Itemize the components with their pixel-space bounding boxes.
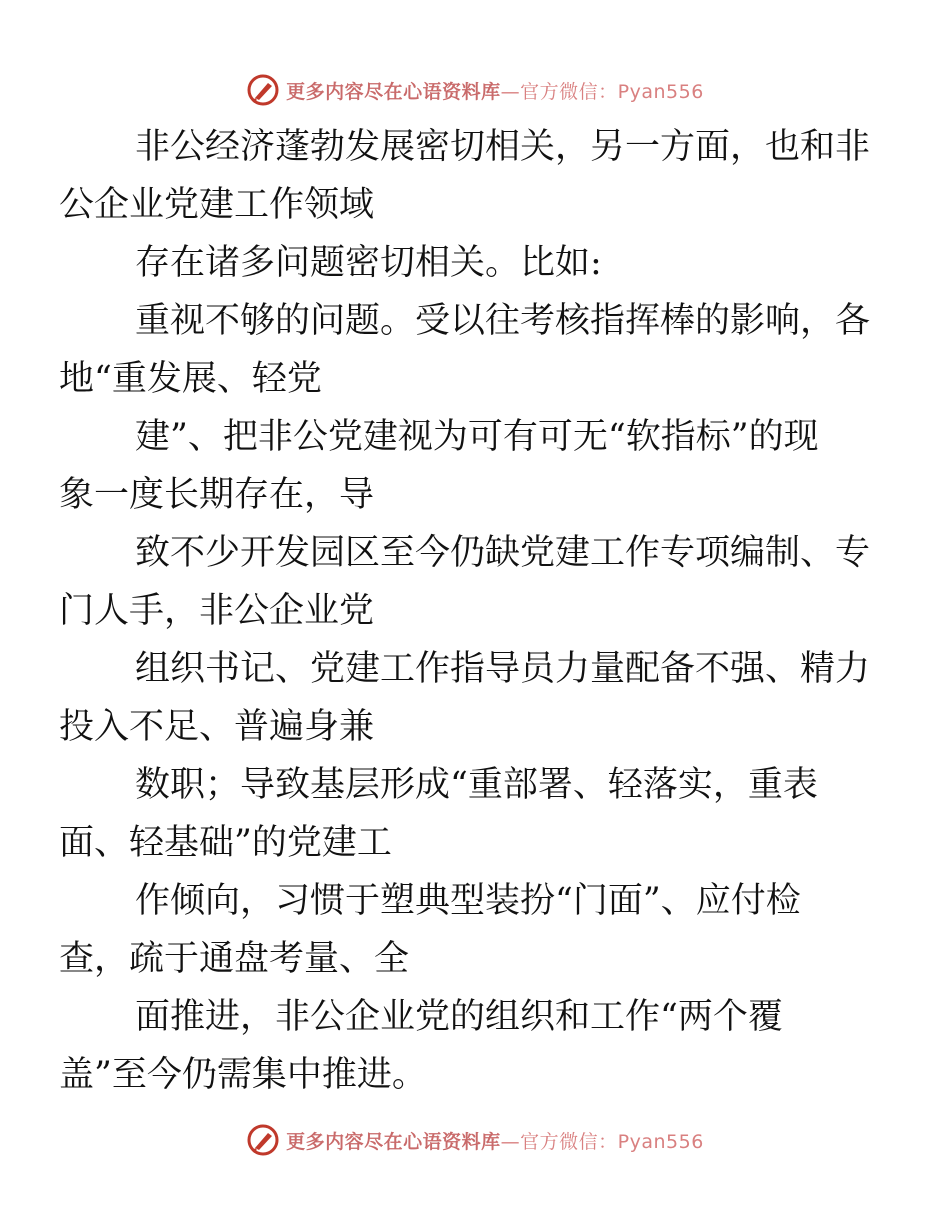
paragraph <box>59 292 871 408</box>
paragraph-line: 数职；导致基层形成“重部署、轻落实，重表 <box>135 765 818 805</box>
footer-banner <box>0 1120 950 1160</box>
paragraph-line: 面、轻基础”的党建工 <box>59 823 392 863</box>
banner-brand: 更多内容尽在心语资料库 <box>286 80 501 103</box>
paragraph-line: 门人手，非公企业党 <box>59 591 375 631</box>
pen-logo-icon <box>246 1123 280 1157</box>
banner-dash: — <box>500 80 521 103</box>
header-banner <box>0 70 950 110</box>
banner-contact: 官方微信：Pyan556 <box>520 1130 704 1153</box>
paragraph <box>59 640 871 756</box>
paragraph-line: 作倾向，习惯于塑典型装扮“门面”、应付检 <box>135 881 801 921</box>
paragraph-line: 组织书记、党建工作指导员力量配备不强、精力 <box>135 649 871 689</box>
document-body <box>59 118 871 1104</box>
paragraph <box>59 118 871 234</box>
paragraph <box>59 524 871 640</box>
banner-dash: — <box>500 1130 521 1153</box>
paragraph <box>97 234 857 292</box>
paragraph-line: 公企业党建工作领域 <box>59 185 375 225</box>
paragraph-line: 非公经济蓬勃发展密切相关，另一方面，也和非 <box>135 127 871 167</box>
paragraph <box>59 756 857 872</box>
paragraph <box>59 408 857 524</box>
banner-text <box>286 77 704 104</box>
paragraph-line: 重视不够的问题。受以往考核指挥棒的影响，各 <box>135 301 871 341</box>
paragraph-line: 盖”至今仍需集中推进。 <box>59 1055 427 1095</box>
paragraph-line: 面推进，非公企业党的组织和工作“两个覆 <box>135 997 783 1037</box>
paragraph-line: 致不少开发园区至今仍缺党建工作专项编制、专 <box>135 533 871 573</box>
paragraph <box>59 872 857 988</box>
banner-contact: 官方微信：Pyan556 <box>520 80 704 103</box>
paragraph-line: 投入不足、普遍身兼 <box>59 707 375 747</box>
paragraph-line: 查，疏于通盘考量、全 <box>59 939 410 979</box>
paragraph-line: 象一度长期存在，导 <box>59 475 375 515</box>
pen-logo-icon <box>246 73 280 107</box>
paragraph-line: 建”、把非公党建视为可有可无“软指标”的现 <box>135 417 819 457</box>
banner-brand: 更多内容尽在心语资料库 <box>286 1130 501 1153</box>
banner-text <box>286 1127 704 1154</box>
paragraph <box>59 988 857 1104</box>
paragraph-line: 地“重发展、轻党 <box>59 359 322 399</box>
paragraph-line: 存在诸多问题密切相关。比如: <box>135 243 602 283</box>
